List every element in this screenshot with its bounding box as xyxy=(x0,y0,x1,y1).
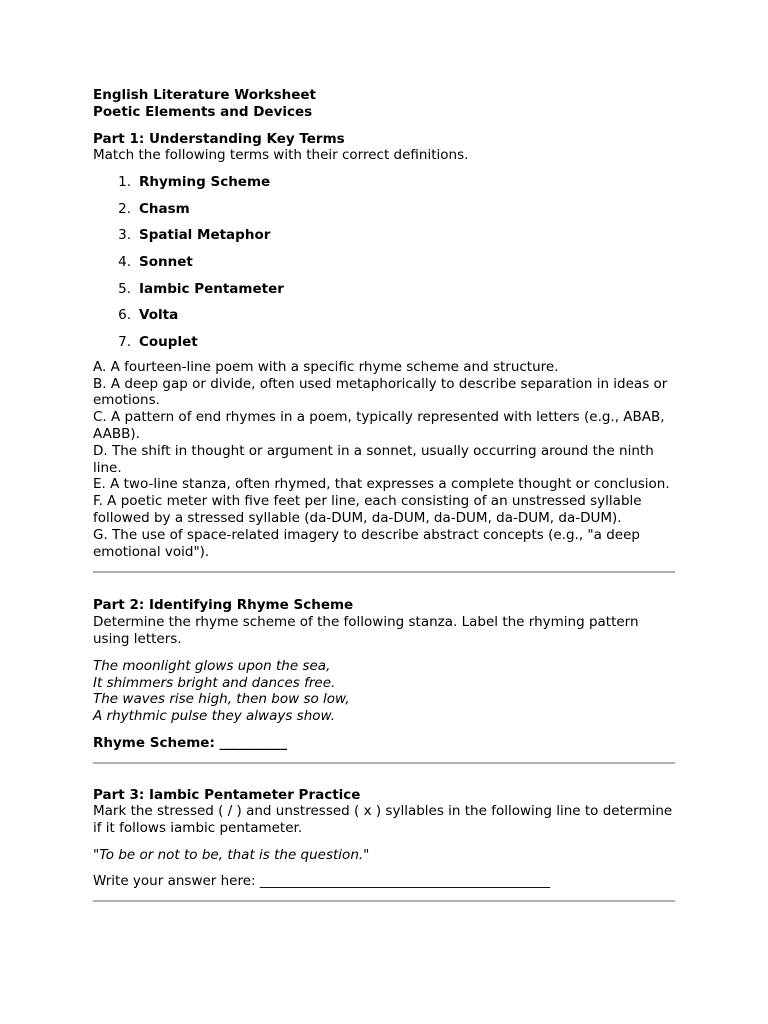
definition-item: C. A pattern of end rhymes in a poem, typically represented with letters (e.g., ABAB, AABB). xyxy=(93,409,665,442)
part2-instruction: Determine the rhyme scheme of the following stanza. Label the rhyming pattern using letters. xyxy=(93,614,639,647)
part3-instruction: Mark the stressed ( / ) and unstressed ( x ) syllables in the following line to determine if it follows iambic pentameter. xyxy=(93,803,673,837)
term-number: 2. xyxy=(118,200,131,217)
worksheet-subtitle: Poetic Elements and Devices xyxy=(93,103,313,120)
worksheet-title: English Literature Worksheet xyxy=(93,87,317,103)
part1-instruction: Match the following terms with their correct definitions. xyxy=(93,147,469,164)
term-label: Chasm xyxy=(139,200,190,217)
part1-heading: Part 1: Understanding Key Terms xyxy=(93,130,345,147)
term-label: Volta xyxy=(139,307,179,324)
list-item xyxy=(93,201,675,228)
term-label: Spatial Metaphor xyxy=(139,227,271,244)
term-number: 5. xyxy=(118,280,131,297)
quote-close-mark: " xyxy=(363,847,370,864)
poem-stanza xyxy=(93,658,675,725)
term-number: 4. xyxy=(118,253,131,270)
iambic-answer-line: Write your answer here: ___________________________________________ xyxy=(93,872,551,889)
quote-open-mark: " xyxy=(93,847,100,864)
rhyme-scheme-answer: Rhyme Scheme: __________ xyxy=(93,734,288,751)
list-item xyxy=(93,174,675,201)
terms-list xyxy=(93,174,675,353)
term-label: Iambic Pentameter xyxy=(139,280,284,297)
part3-heading: Part 3: Iambic Pentameter Practice xyxy=(93,786,361,803)
list-item xyxy=(93,281,675,308)
list-item xyxy=(93,227,675,254)
list-item xyxy=(93,307,675,334)
term-number: 1. xyxy=(118,174,131,191)
section-divider xyxy=(93,900,675,902)
list-item xyxy=(93,254,675,281)
quote-line xyxy=(93,847,675,864)
definition-item: E. A two-line stanza, often rhymed, that expresses a complete thought or conclusion. xyxy=(93,476,670,493)
stanza-line: The moonlight glows upon the sea, xyxy=(93,657,331,674)
worksheet-content xyxy=(93,87,675,902)
term-label: Rhyming Scheme xyxy=(139,174,271,191)
term-number: 6. xyxy=(118,307,131,324)
definition-item: G. The use of space-related imagery to describe abstract concepts (e.g., "a deep emotional void"). xyxy=(93,526,640,560)
definition-item: A. A fourteen-line poem with a specific rhyme scheme and structure. xyxy=(93,358,559,375)
stanza-line: A rhythmic pulse they always show. xyxy=(93,708,335,725)
list-item xyxy=(93,334,675,353)
term-label: Couplet xyxy=(139,333,198,350)
definition-item: D. The shift in thought or argument in a sonnet, usually occurring around the ninth line. xyxy=(93,442,654,476)
definition-item: F. A poetic meter with five feet per line, each consisting of an unstressed syllable followed by a stressed syllable (da-DUM, da-DUM, da-DUM, da-DUM, da-DUM). xyxy=(93,493,642,526)
part2-heading: Part 2: Identifying Rhyme Scheme xyxy=(93,597,354,614)
stanza-line: It shimmers bright and dances free. xyxy=(93,674,336,691)
definition-item: B. A deep gap or divide, often used metaphorically to describe separation in ideas or emotions. xyxy=(93,375,668,409)
definitions-list xyxy=(93,359,675,561)
term-label: Sonnet xyxy=(139,253,193,270)
quote-text: To be or not to be, that is the question. xyxy=(99,847,364,864)
term-number: 7. xyxy=(118,333,131,350)
stanza-line: The waves rise high, then bow so low, xyxy=(93,691,350,708)
term-number: 3. xyxy=(118,227,131,244)
